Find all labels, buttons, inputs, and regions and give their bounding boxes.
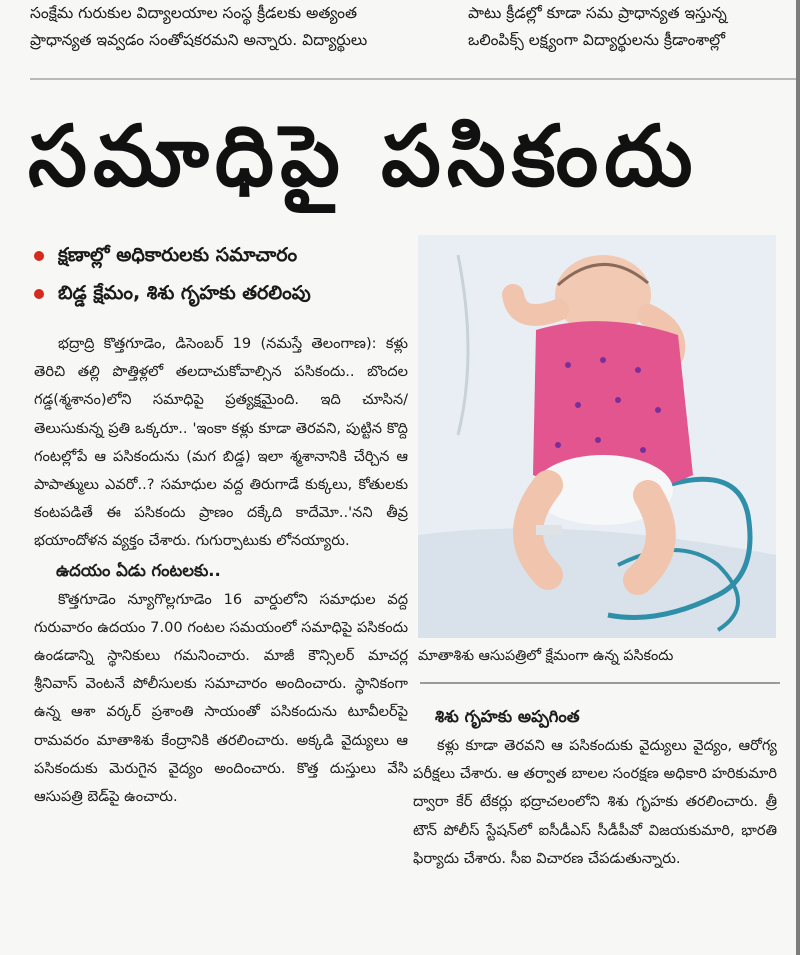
previous-story-left-column xyxy=(30,0,452,54)
article-left-column xyxy=(34,330,408,811)
baby-photo xyxy=(418,235,776,638)
bullet-dot-icon xyxy=(34,289,44,299)
previous-story-tail xyxy=(0,0,800,62)
bullet-point xyxy=(32,274,407,312)
previous-story-line: ఒలింపిక్స్ లక్ష్యంగా విద్యార్థులను క్రీడాంశాల్లో xyxy=(468,31,726,49)
previous-story-line: పాటు క్రీడల్లో కూడా సమ ప్రాధాన్యత ఇస్తున్న xyxy=(468,4,727,22)
subheading-handover: శిశు గృహకు అప్పగింత xyxy=(435,707,580,726)
previous-story-right-column xyxy=(468,0,800,54)
previous-story-line: సంక్షేమ గురుకుల విద్యాలయాల సంస్థ క్రీడలకు అత్యంత xyxy=(30,4,358,22)
bullet-text: క్షణాల్లో అధికారులకు సమాచారం xyxy=(58,244,298,266)
article-right-column xyxy=(413,702,777,873)
article-headline: సమాధిపై పసికందు xyxy=(28,107,699,205)
bullet-dot-icon xyxy=(34,251,44,261)
article-section-paragraph: కళ్లు కూడా తెరవని ఆ పసికందుకు వైద్యులు వైద్యం, ఆరోగ్య పరీక్షలు చేశారు. ఆ తర్వాత బాలల సంరక్షణ అధికారి హరికుమారి ద్వారా కేర్ టేకర్లు భద్రాచలంలోని శిశు గృహకు తరలించారు. త్రీ టౌన్ పోలీస్ స్టేషన్‌లో ఐసీడీఎస్ సీడీపీవో విజయకుమారి, భారతి ఫిర్యాదు చేశారు. సీఐ విచారణ చేపడుతున్నారు. xyxy=(413,737,777,867)
article-intro-paragraph: భద్రాద్రి కొత్తగూడెం, డిసెంబర్ 19 (నమస్తే తెలంగాణ): కళ్లు తెరిచి తల్లి పొత్తిళ్లలో తలదాచుకోవాల్సిన పసికందు.. బొందల గడ్డ(శ్మశానం)లోని సమాధిపై ప్రత్యక్షమైంది. ఇది చూసిన/తెలుసుకున్న ప్రతి ఒక్కరూ.. 'ఇంకా కళ్లు కూడా తెరవని, పుట్టిన కొద్ది గంటల్లోపే ఆ పసికందును (మగ బిడ్డ) ఇలా శ్మశానానికి చేర్చిన ఆ పాపాత్ములు ఎవరో..? సమాధుల వద్ద తిరుగాడే కుక్కలు, కోతులకు కంటపడితే ఈ పసికందు ప్రాణం దక్కేది కాదేమో..'నని తీవ్ర భయాందోళన వ్యక్తం చేశారు. గుగుర్పాటుకు లోనయ్యారు. xyxy=(34,335,408,550)
article-section-paragraph: కొత్తగూడెం న్యూగొల్లగూడెం 16 వార్డులోని సమాధుల వద్ద గురువారం ఉదయం 7.00 గంటల సమయంలో సమాధిపై పసికందు ఉండడాన్ని స్థానికులు గమనించారు. మాజీ కౌన్సిలర్ మాచర్ల శ్రీనివాస్ వెంటనే పోలీసులకు సమాచారం అందించారు. స్థానికంగా ఉన్న ఆశా వర్కర్ ప్రశాంతి సాయంతో పసికందును టూవీలర్‌పై రామవరం మాతాశిశు కేంద్రానికి తరలించారు. అక్కడి వైద్యులు ఆ పసికందుకు మెరుగైన వైద్యం అందించారు. కొత్త దుస్తులు వేసి ఆసుపత్రి బెడ్‌పై ఉంచారు. xyxy=(34,590,408,806)
previous-story-line: ప్రాధాన్యత ఇవ్వడం సంతోషకరమని అన్నారు. విద్యార్థులు xyxy=(30,31,368,49)
caption-divider xyxy=(420,682,780,684)
page-edge xyxy=(796,0,800,955)
section-divider xyxy=(30,78,800,80)
photo-caption: మాతాశిశు ఆసుపత్రిలో క్షేమంగా ఉన్న పసికందు xyxy=(418,648,674,664)
headline-bullets xyxy=(32,236,407,312)
subheading-morning: ఉదయం ఏడు గంటలకు.. xyxy=(56,560,221,580)
bullet-text: బిడ్డ క్షేమం, శిశు గృహకు తరలింపు xyxy=(58,282,311,304)
bullet-point xyxy=(32,236,407,274)
